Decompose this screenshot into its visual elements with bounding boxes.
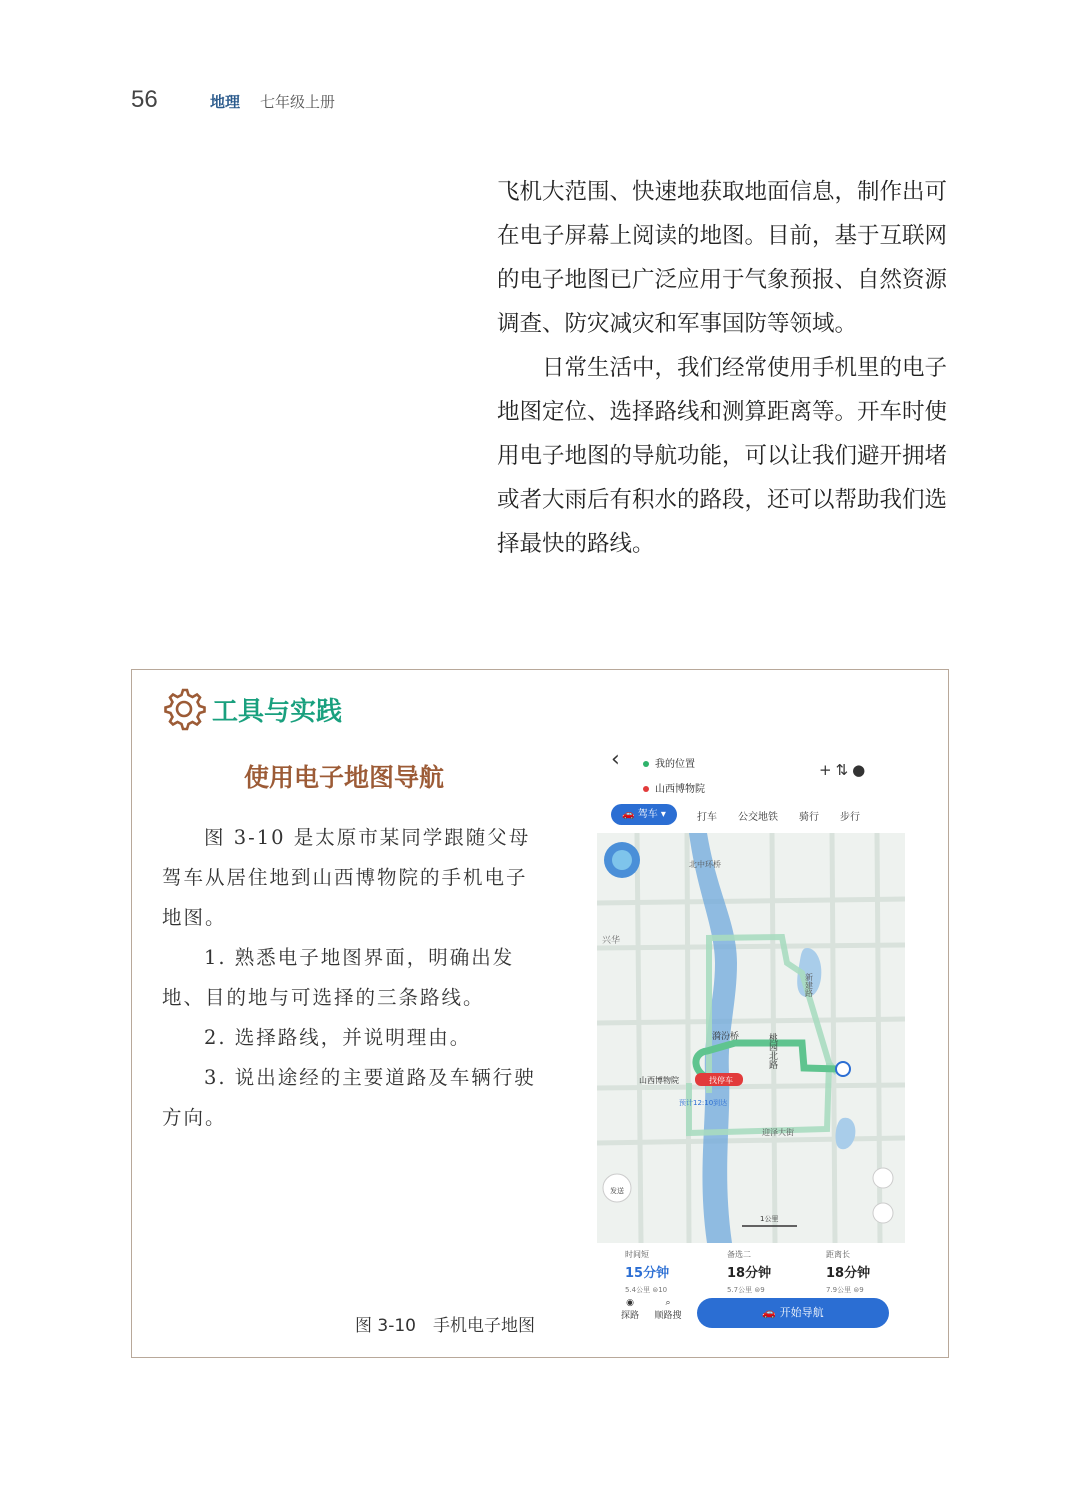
activity-intro: 图 3-10 是太原市某同学跟随父母驾车从居住地到山西博物院的手机电子地图。 [162, 826, 531, 929]
map-label-send: 发送 [610, 1187, 624, 1195]
start-marker [836, 1062, 850, 1076]
section-title: 工具与实践 [212, 697, 343, 727]
globe-inner [612, 850, 632, 870]
locate-icon [873, 1203, 893, 1223]
page-number: 56 [131, 86, 158, 113]
start-navigation-label: 开始导航 [779, 1306, 824, 1319]
add-icon[interactable]: + [819, 761, 836, 779]
map-background [597, 833, 905, 1243]
tab-bike[interactable]: 骑行 [799, 812, 819, 823]
task-item: 1. 熟悉电子地图界面，明确出发地、目的地与可选择的三条路线。 [162, 946, 515, 1009]
route-map[interactable] [597, 833, 905, 1243]
car-icon: 🚗 [622, 809, 635, 820]
route-option[interactable] [727, 1249, 771, 1295]
map-label-ring-road: 北中环桥 [689, 860, 721, 869]
route-time: 18分钟 [727, 1266, 772, 1281]
route-detail: 5.7公里 ⊜9 [727, 1286, 765, 1294]
phone-map-screenshot [597, 745, 905, 1335]
origin-field[interactable] [643, 755, 695, 770]
map-label-road-xinjian: 新建路 [804, 973, 814, 997]
tab-walk[interactable]: 步行 [840, 812, 860, 823]
travel-mode-tabs [597, 804, 905, 826]
task-item: 3. 说出途经的主要道路及车辆行驶方向。 [162, 1066, 536, 1129]
explore-button[interactable] [615, 1298, 645, 1321]
book-label: 七年级上册 [260, 93, 336, 111]
map-label-bridge: 漪汾桥 [712, 1032, 740, 1042]
map-label-parking: 找停车 [709, 1076, 733, 1085]
mic-icon[interactable]: ● [852, 761, 870, 779]
origin-label: 我的位置 [655, 759, 695, 770]
map-label-scale: 1公里 [760, 1215, 779, 1223]
toolbar-icons [819, 761, 869, 779]
tab-label: 驾车 [637, 809, 658, 820]
route-tag: 时间短 [625, 1250, 649, 1259]
route-detail: 7.9公里 ⊜9 [826, 1286, 864, 1294]
figure-caption: 图 3-10 手机电子地图 [355, 1316, 535, 1336]
task-item: 2. 选择路线，并说明理由。 [204, 1026, 472, 1049]
route-detail: 5.4公里 ⊜10 [625, 1286, 668, 1294]
route-option[interactable] [625, 1249, 669, 1295]
route-options [597, 1243, 905, 1335]
route-tag: 备选二 [727, 1250, 751, 1259]
search-label: 顺路搜 [654, 1311, 682, 1321]
body-text [497, 170, 957, 566]
tab-transit[interactable]: 公交地铁 [738, 812, 778, 823]
paragraph: 飞机大范围、快速地获取地面信息，制作出可在电子屏幕上阅读的地图。目前，基于互联网的电子地图已广泛应用于气象预报、自然资源调查、防灾减灾和军事国防等领域。 [497, 179, 948, 337]
destination-field[interactable] [643, 780, 705, 795]
route-time: 18分钟 [826, 1266, 871, 1281]
radar-icon: ◉ [626, 1298, 634, 1308]
map-label-road-taoyuan: 桃园北路 [767, 1033, 777, 1069]
route-tag: 距离长 [826, 1250, 850, 1259]
paragraph: 日常生活中，我们经常使用手机里的电子地图定位、选择路线和测算距离等。开车时使用电子地图的导航功能，可以让我们避开拥堵或者大雨后有积水的路段，还可以帮助我们选择最快的路线。 [497, 355, 948, 557]
map-label-museum: 山西博物院 [639, 1076, 679, 1085]
tab-drive[interactable]: 🚗 驾车 ▾ [611, 804, 677, 825]
start-navigation-button[interactable] [697, 1298, 889, 1328]
gear-icon [159, 685, 207, 733]
search-button[interactable] [653, 1298, 683, 1321]
refresh-icon [873, 1168, 893, 1188]
practice-box [131, 669, 949, 1358]
destination-label: 山西博物院 [655, 784, 705, 795]
subject-label: 地理 [210, 93, 241, 111]
map-label-eta: 预计12:10到达 [679, 1099, 728, 1107]
map-label-district: 兴华 [602, 936, 621, 946]
swap-icon[interactable]: ⇅ [835, 761, 853, 779]
car-icon: 🚗 [762, 1306, 777, 1319]
route-option[interactable] [826, 1249, 870, 1295]
route-time: 15分钟 [625, 1266, 670, 1281]
activity-title: 使用电子地图导航 [244, 763, 445, 792]
explore-label: 探路 [620, 1311, 639, 1321]
tab-taxi[interactable]: 打车 [697, 812, 717, 823]
back-icon[interactable]: ‹ [611, 747, 620, 772]
search-icon: ⌕ [665, 1298, 671, 1308]
map-label-road-yingze: 迎泽大街 [762, 1128, 794, 1137]
activity-text [162, 818, 542, 1138]
